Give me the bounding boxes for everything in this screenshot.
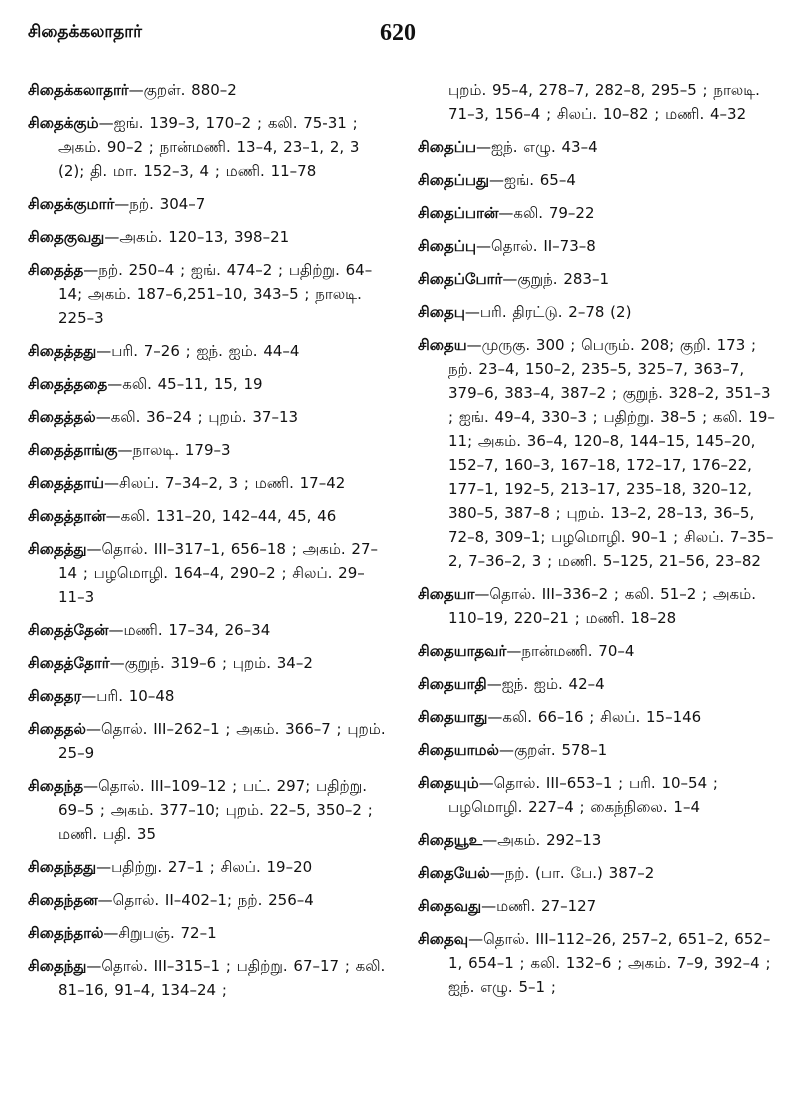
index-entry [418,861,778,885]
reference-list: —பதிற்று. 27–1 ; சிலப். 19–20 [96,858,313,876]
reference-list: —நற். (பா. பே.) 387–2 [489,864,655,882]
index-entry [28,405,388,429]
index-entry [28,855,388,879]
reference-list: —மணி. 17–34, 26–34 [108,621,271,639]
index-entry [28,618,388,642]
reference-list: —பரி. 10–48 [81,687,175,705]
index-entry [418,738,778,762]
reference-list: —அகம். 292–13 [482,831,602,849]
index-entry [28,888,388,912]
index-entry [28,471,388,495]
headword: சிதைபு [418,303,465,321]
headword: சிதைத்த [28,261,84,279]
reference-list: —தொல். III–315–1 ; பதிற்று. 67–17 ; கலி. 81–16, 91–4, 134–24 ; [58,957,386,999]
reference-list: —அகம். 120–13, 398–21 [104,228,290,246]
reference-list: —தொல். III–336–2 ; கலி. 51–2 ; அகம். 110–19, 220–21 ; மணி. 18–28 [448,585,756,627]
headword: சிதைப்பான் [418,204,499,222]
headword: சிதைய [418,336,467,354]
reference-list: —கலி. 131–20, 142–44, 45, 46 [105,507,337,525]
index-entry [28,192,388,216]
headword: சிதைக்கலாதார் [28,81,129,99]
headword: சிதைந்தால் [28,924,104,942]
index-column-right [418,78,778,1008]
index-entry [28,717,388,765]
headword: சிதைத்தோர் [28,654,110,672]
reference-list: —பரி. திரட்டு. 2–78 (2) [464,303,632,321]
index-entry [28,258,388,330]
headword: சிதைக்கும் [28,114,99,132]
index-entry [418,672,778,696]
index-entry [418,927,778,999]
index-entry [28,774,388,846]
index-entry [418,234,778,258]
reference-list: —நற். 304–7 [114,195,206,213]
headword: சிதைகுவது [28,228,105,246]
index-entry [418,300,778,324]
index-entry [28,954,388,1002]
headword: சிதையாது [418,708,488,726]
index-entry [28,78,388,102]
reference-list: —தொல். III–112–26, 257–2, 651–2, 652–1, 654–1 ; கலி. 132–6 ; அகம். 7–9, 392–4 ; ஐந். எழு. 5–1 ; [448,930,771,996]
reference-list: —ஐங். 65–4 [489,171,576,189]
reference-list: —ஐங். 139–3, 170–2 ; கலி. 75-31 ; அகம். 90–2 ; நான்மணி. 13–4, 23–1, 2, 3 (2); தி. மா. 152–3, 4 ; மணி. 11–78 [58,114,360,180]
page-number: 620 [380,20,416,46]
index-entry [418,168,778,192]
index-entry [28,651,388,675]
headword: சிதைப்பு [418,237,477,255]
headword: சிதைதல் [28,720,86,738]
headword: சிதைத்தல் [28,408,96,426]
reference-list: —நற். 250–4 ; ஐங். 474–2 ; பதிற்று. 64–14; அகம். 187–6,251–10, 343–5 ; நாலடி. 225–3 [58,261,373,327]
reference-list: —தொல். III–109–12 ; பட். 297; பதிற்று. 69–5 ; அகம். 377–10; புறம். 22–5, 350–2 ; மணி. பதி. 35 [58,777,373,843]
index-entry [418,894,778,918]
reference-list: —ஐந். எழு. 43–4 [476,138,598,156]
reference-list: —சிலப். 7–34–2, 3 ; மணி. 17–42 [103,474,346,492]
index-entry [418,267,778,291]
headword: சிதைப்ப [418,138,477,156]
headword: சிதைதர [28,687,82,705]
reference-list: —முருகு. 300 ; பெரும். 208; குறி. 173 ; நற். 23–4, 150–2, 235–5, 325–7, 363–7, 379–6, 383–4, 387–2 ; குறுந். 328–2, 351–3 ; ஐங். 49–4, 330–3 ; பதிற்று. 38–5 ; கலி. 19–11; அகம். 36–4, 120–8, 144–15, 145–20, 152–7, 160–3, 167–18, 172–17, 176–22, 177–1, 192–5, 213–17, 235–18, 320–12, 380–5, 387–8 ; புறம். 13–2, 28–13, 36–5, 72–8, 309–1; பழமொழி. 90–1 ; சிலப். 7–35–2, 7–36–2, 3 ; மணி. 5–125, 21–56, 23–82 [448,336,775,570]
reference-list: —கலி. 66–16 ; சிலப். 15–146 [487,708,702,726]
index-entry [28,921,388,945]
headword: சிதைத்தான் [28,507,106,525]
reference-list: —குறுந். 283–1 [502,270,609,288]
reference-list: —தொல். III–262–1 ; அகம். 366–7 ; புறம். 25–9 [58,720,386,762]
headword: சிதைத்து [28,540,87,558]
headword: சிதையா [418,585,475,603]
headword: சிதைப்போர் [418,270,503,288]
reference-list: —குறுந். 319–6 ; புறம். 34–2 [109,654,313,672]
reference-list: —குறள். 880–2 [128,81,237,99]
headword: சிதைந்தது [28,858,97,876]
index-entry [418,78,778,126]
reference-list: —ஐந். ஐம். 42–4 [486,675,605,693]
reference-list: —மணி. 27–127 [481,897,597,915]
index-entry [418,333,778,573]
index-entry [28,339,388,363]
headword: சிதைத்தாங்கு [28,441,118,459]
headword: சிதையாமல் [418,741,499,759]
headword: சிதைக்குமார் [28,195,115,213]
index-column-left [28,78,388,1011]
headword: சிதையாதி [418,675,487,693]
reference-list: —பரி. 7–26 ; ஐந். ஐம். 44–4 [96,342,300,360]
reference-list: —தொல். II–73–8 [476,237,596,255]
index-entry [418,582,778,630]
reference-list: —தொல். III–317–1, 656–18 ; அகம். 27–14 ; பழமொழி. 164–4, 290–2 ; சிலப். 29–11–3 [58,540,379,606]
reference-list: —தொல். III–653–1 ; பரி. 10–54 ; பழமொழி. 227–4 ; கைந்நிலை. 1–4 [448,774,718,816]
headword: சிதையாதவர் [418,642,507,660]
headword: சிதைந்தன [28,891,98,909]
headword: சிதைப்பது [418,171,490,189]
headword: சிதைத்தாய் [28,474,104,492]
index-entry [28,225,388,249]
reference-list: —நாலடி. 179–3 [117,441,231,459]
headword: சிதைந்து [28,957,87,975]
reference-list: —கலி. 45–11, 15, 19 [107,375,263,393]
index-entry [28,111,388,183]
headword: சிதைவது [418,897,482,915]
running-head-word: சிதைக்கலாதார் [28,22,143,42]
headword: சிதையும் [418,774,479,792]
reference-list: —நான்மணி. 70–4 [506,642,635,660]
headword: சிதைவு [418,930,469,948]
headword: சிதைத்தது [28,342,97,360]
reference-list: புறம். 95–4, 278–7, 282–8, 295–5 ; நாலடி. 71–3, 156–4 ; சிலப். 10–82 ; மணி. 4–32 [448,81,760,123]
index-entry [418,705,778,729]
index-entry [418,201,778,225]
headword: சிதையேல் [418,864,490,882]
index-entry [28,438,388,462]
index-entry [28,684,388,708]
headword: சிதைத்ததை [28,375,108,393]
index-entry [28,372,388,396]
headword: சிதைத்தேன் [28,621,109,639]
reference-list: —கலி. 79–22 [498,204,595,222]
reference-list: —சிறுபஞ். 72–1 [103,924,217,942]
index-entry [418,135,778,159]
reference-list: —கலி. 36–24 ; புறம். 37–13 [95,408,299,426]
index-entry [418,828,778,852]
reference-list: —தொல். II–402–1; நற். 256–4 [97,891,314,909]
index-entry [28,504,388,528]
index-entry [418,771,778,819]
index-entry [418,639,778,663]
headword: சிதைந்த [28,777,84,795]
index-entry [28,537,388,609]
headword: சிதையூஉ [418,831,483,849]
reference-list: —குறள். 578–1 [498,741,608,759]
